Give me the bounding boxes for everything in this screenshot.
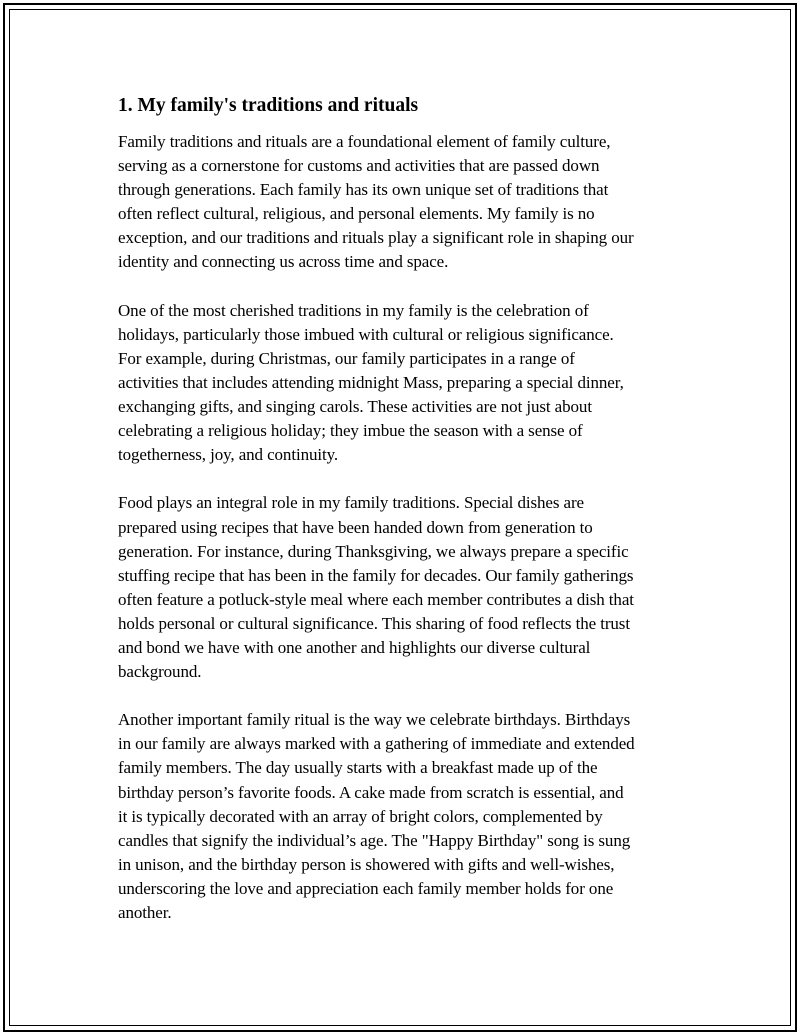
text-line: birthday person’s favorite foods. A cake made from scratch is essential, and — [118, 782, 624, 802]
text-line: in unison, and the birthday person is showered with gifts and well-wishes, — [118, 854, 615, 874]
text-line: it is typically decorated with an array of bright colors, complemented by — [118, 806, 603, 826]
text-line: celebrating a religious holiday; they imbue the season with a sense of — [118, 421, 583, 441]
text-line: generation. For instance, during Thanksgiving, we always prepare a specific — [118, 541, 629, 561]
text-line: stuffing recipe that has been in the family for decades. Our family gatherings — [118, 565, 634, 585]
text-line: background. — [118, 662, 202, 682]
text-line: in our family are always marked with a gathering of immediate and extended — [118, 734, 635, 754]
paragraph-holidays — [118, 299, 698, 468]
text-line: Food plays an integral role in my family traditions. Special dishes are — [118, 493, 584, 513]
text-line: and bond we have with one another and highlights our diverse cultural — [118, 637, 591, 657]
paragraph-intro — [118, 130, 698, 275]
document-body — [118, 94, 698, 949]
text-line: another. — [118, 903, 172, 922]
text-line: exception, and our traditions and rituals play a significant role in shaping our — [118, 228, 634, 248]
paragraph-food — [118, 491, 698, 684]
text-line: through generations. Each family has its own unique set of traditions that — [118, 180, 609, 200]
text-line: holidays, particularly those imbued with cultural or religious significance. — [118, 324, 614, 344]
text-line: activities that includes attending midnight Mass, preparing a special dinner, — [118, 372, 624, 392]
text-line: underscoring the love and appreciation each family member holds for one — [118, 878, 614, 898]
text-line: candles that signify the individual’s age. The "Happy Birthday" song is sung — [118, 830, 631, 850]
text-line: One of the most cherished traditions in my family is the celebration of — [118, 300, 589, 320]
section-heading: 1. My family's traditions and rituals — [118, 95, 419, 116]
text-line: holds personal or cultural significance. This sharing of food reflects the trust — [118, 613, 630, 633]
text-line: serving as a cornerstone for customs and activities that are passed down — [118, 156, 600, 176]
text-line: Family traditions and rituals are a foundational element of family culture, — [118, 132, 611, 151]
text-line: family members. The day usually starts with a breakfast made up of the — [118, 758, 598, 778]
text-line: exchanging gifts, and singing carols. These activities are not just about — [118, 397, 592, 417]
paragraph-birthdays — [118, 708, 698, 925]
text-line: often feature a potluck-style meal where each member contributes a dish that — [118, 589, 634, 609]
text-line: For example, during Christmas, our family participates in a range of — [118, 348, 575, 368]
text-line: often reflect cultural, religious, and personal elements. My family is no — [118, 204, 595, 224]
text-line: prepared using recipes that have been handed down from generation to — [118, 517, 593, 537]
text-line: togetherness, joy, and continuity. — [118, 445, 339, 465]
text-line: identity and connecting us across time and space. — [118, 252, 449, 272]
text-line: Another important family ritual is the way we celebrate birthdays. Birthdays — [118, 710, 631, 730]
